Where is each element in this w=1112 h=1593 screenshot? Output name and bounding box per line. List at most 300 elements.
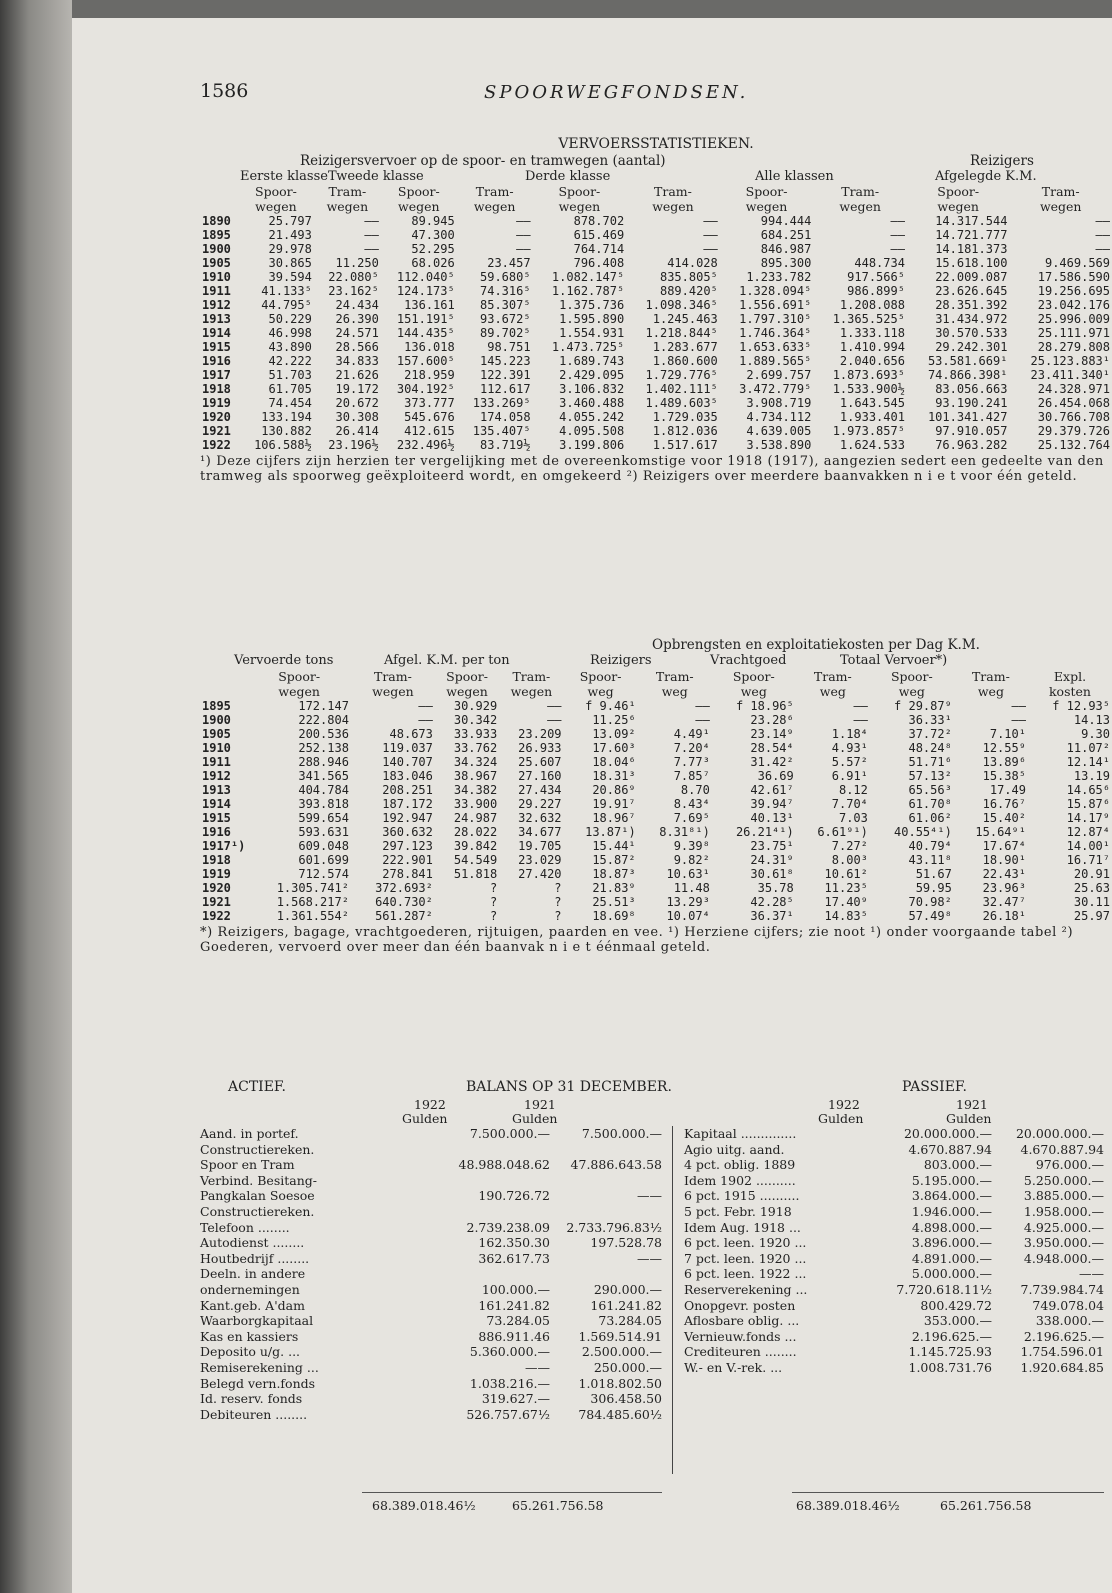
col-head-2-row	[200, 684, 1112, 699]
balance-value-1922: 162.350.30	[478, 1235, 550, 1251]
value-cell: 130.882	[261, 424, 312, 438]
table-row	[200, 881, 1112, 895]
col-head-2: wegen	[652, 199, 694, 214]
value-cell: ——	[890, 242, 905, 256]
total-passief-1921: 65.261.756.58	[940, 1498, 1032, 1513]
col-head-row	[200, 184, 1112, 199]
value-cell: 1.402.111⁵	[645, 382, 718, 396]
table-row	[200, 839, 1112, 853]
balance-row	[684, 1313, 1104, 1329]
value-cell: 22.43¹	[982, 867, 1026, 881]
value-cell: 1.568.217²	[276, 895, 349, 909]
value-cell: 28.279.808	[1037, 340, 1110, 354]
balance-value-1921: 1.958.000.—	[1023, 1203, 1104, 1219]
value-cell: 7.77³	[673, 755, 710, 769]
balance-row	[684, 1142, 1104, 1158]
value-cell: 615.469	[573, 228, 625, 242]
value-cell: 200.536	[298, 727, 349, 741]
value-cell: 7.27²	[831, 839, 868, 853]
value-cell: 25.97	[1073, 909, 1110, 923]
value-cell: 889.420⁵	[659, 284, 718, 298]
balance-row	[684, 1251, 1104, 1267]
value-cell: 252.138	[298, 741, 349, 755]
value-cell: 30.929	[453, 699, 498, 713]
value-cell: 640.730²	[375, 895, 433, 909]
value-cell: 27.160	[518, 769, 562, 783]
stats-subtitle-right: Reizigers	[970, 153, 1034, 169]
value-cell: 42.28⁵	[750, 895, 794, 909]
value-cell: 51.71⁶	[908, 755, 952, 769]
value-cell: 11.25⁶	[592, 713, 636, 727]
ops-table	[200, 669, 1112, 923]
stats-section	[200, 136, 1112, 484]
value-cell: 764.714	[573, 242, 625, 256]
balance-value-1921: 5.250.000.—	[1023, 1172, 1104, 1188]
balance-value-1921: 7.500.000.—	[581, 1126, 662, 1141]
value-cell: 593.631	[298, 825, 349, 839]
year-cell: 1914	[202, 326, 231, 340]
balance-row	[684, 1344, 1104, 1360]
year-cell: 1916	[202, 354, 231, 368]
value-cell: 11.23⁵	[824, 881, 868, 895]
balance-label: 5 pct. Febr. 1918	[684, 1203, 792, 1219]
value-cell: 26.18¹	[982, 909, 1026, 923]
col-head: Tram-	[1041, 184, 1080, 199]
value-cell: 288.946	[298, 755, 349, 769]
value-cell: 1.18⁴	[831, 727, 868, 741]
value-cell: 4.93¹	[831, 741, 868, 755]
actief-list	[200, 1126, 662, 1422]
value-cell: 3.538.890	[746, 438, 812, 452]
table-row	[200, 783, 1112, 797]
value-cell: 1.873.693⁵	[832, 368, 905, 382]
value-cell: 23.411.340¹	[1030, 368, 1110, 382]
value-cell: 68.026	[411, 256, 455, 270]
value-cell: 17.586.590	[1037, 270, 1110, 284]
col-head-2: wegen	[398, 199, 440, 214]
col-head-2: weg	[661, 684, 688, 699]
actief-title: ACTIEF.	[228, 1079, 286, 1095]
value-cell: 23.626.645	[935, 284, 1008, 298]
balance-row	[200, 1391, 662, 1407]
value-cell: 4.639.005	[746, 424, 812, 438]
group-label: Vervoerde tons	[234, 653, 334, 668]
year-cell: 1913	[202, 312, 231, 326]
value-cell: 33.900	[453, 797, 498, 811]
year-1921-right: 1921	[956, 1097, 988, 1112]
value-cell: 1.689.743	[559, 354, 625, 368]
value-cell: 17.60³	[592, 741, 636, 755]
balance-label: Onopgevr. posten	[684, 1297, 796, 1313]
value-cell: 3.472.779⁵	[739, 382, 812, 396]
value-cell: 83.056.663	[935, 382, 1008, 396]
value-cell: 25.607	[518, 755, 562, 769]
value-cell: ——	[547, 713, 562, 727]
year-cell: 1895	[202, 228, 231, 242]
balance-label: Kapitaal ..............	[684, 1126, 797, 1141]
value-cell: 37.72²	[908, 727, 952, 741]
balance-value-1922: 48.988.048.62	[458, 1157, 550, 1173]
table-row	[200, 354, 1112, 368]
value-cell: 145.223	[480, 354, 531, 368]
table-row	[200, 438, 1112, 452]
balance-value-1921: 3.885.000.—	[1023, 1188, 1104, 1204]
value-cell: 1.517.617	[652, 438, 718, 452]
value-cell: ?	[489, 881, 498, 895]
balance-row	[200, 1251, 662, 1267]
balance-label: Kant.geb. A'dam	[200, 1297, 305, 1313]
value-cell: 133.194	[261, 410, 312, 424]
value-cell: 57.13²	[908, 769, 952, 783]
value-cell: 20.86⁹	[592, 783, 636, 797]
balance-value-1921: 2.733.796.83½	[566, 1219, 662, 1235]
value-cell: 43.890	[268, 340, 312, 354]
year-cell: 1905	[202, 727, 231, 741]
col-head: Spoor-	[255, 184, 297, 199]
value-cell: 135.407⁵	[472, 424, 531, 438]
balance-value-1921: 1.018.802.50	[578, 1375, 662, 1391]
col-head: Spoor-	[579, 669, 622, 684]
value-cell: 1.533.900½	[832, 382, 905, 396]
value-cell: 31.42²	[750, 755, 794, 769]
value-cell: 31.434.972	[935, 312, 1008, 326]
ops-section	[200, 637, 1112, 955]
value-cell: 1.208.088	[839, 298, 905, 312]
balance-row	[200, 1235, 662, 1251]
value-cell: 14.13	[1073, 713, 1110, 727]
year-cell: 1900	[202, 242, 231, 256]
col-head-2: wegen	[372, 684, 414, 699]
balance-row	[200, 1282, 662, 1298]
value-cell: 42.61⁷	[750, 783, 794, 797]
balance-value-1921: 290.000.—	[593, 1281, 662, 1297]
balance-label: 4 pct. oblig. 1889	[684, 1157, 796, 1173]
balance-label: Idem Aug. 1918 ...	[684, 1219, 801, 1235]
balance-value-1921: 2.500.000.—	[581, 1344, 662, 1360]
value-cell: ——	[1095, 214, 1110, 228]
balance-value-1922: 3.864.000.—	[911, 1188, 992, 1204]
value-cell: ?	[554, 881, 562, 895]
value-cell: 414.028	[667, 256, 718, 270]
col-head: Tram-	[475, 184, 514, 199]
value-cell: 24.328.971	[1037, 382, 1110, 396]
value-cell: 1.933.401	[839, 410, 905, 424]
balance-value-1922: 4.891.000.—	[911, 1250, 992, 1266]
balance-divider	[672, 1126, 673, 1474]
value-cell: 232.496½	[396, 438, 455, 452]
value-cell: 51.703	[268, 368, 312, 382]
balance-label: Pangkalan Soesoe	[200, 1188, 315, 1204]
value-cell: 12.87⁴	[1066, 825, 1110, 839]
value-cell: 341.565	[298, 769, 349, 783]
value-cell: 23.28⁶	[750, 713, 794, 727]
balance-title: BALANS OP 31 DECEMBER.	[466, 1079, 672, 1095]
value-cell: 43.11⁸	[908, 853, 952, 867]
value-cell: 372.693²	[375, 881, 433, 895]
value-cell: 23.209	[518, 727, 562, 741]
balance-value-1922: 4.670.887.94	[908, 1141, 992, 1157]
book-spine	[0, 0, 72, 1593]
value-cell: 1.245.463	[652, 312, 718, 326]
value-cell: 30.570.533	[935, 326, 1008, 340]
year-cell: 1911	[202, 284, 231, 298]
group-label: Reizigers	[590, 653, 652, 668]
value-cell: 15.87⁶	[1066, 797, 1110, 811]
value-cell: ——	[703, 242, 718, 256]
value-cell: 1.797.310⁵	[739, 312, 812, 326]
year-cell: 1900	[202, 713, 231, 727]
table-row	[200, 396, 1112, 410]
balance-label: Deeln. in andere	[200, 1266, 306, 1282]
value-cell: 1.746.364⁵	[739, 326, 812, 340]
value-cell: 30.766.708	[1037, 410, 1110, 424]
value-cell: 28.566	[335, 340, 379, 354]
table-row	[200, 811, 1112, 825]
value-cell: 89.945	[411, 214, 455, 228]
value-cell: 39.94⁷	[750, 797, 794, 811]
balance-value-1921: 784.485.60½	[578, 1406, 662, 1422]
col-head-2: kosten	[1048, 684, 1091, 699]
value-cell: 34.382	[453, 783, 498, 797]
value-cell: 28.022	[453, 825, 498, 839]
unit-left-1: Gulden	[402, 1111, 448, 1126]
table-row	[200, 382, 1112, 396]
balance-label: Idem 1902 ..........	[684, 1172, 796, 1188]
value-cell: 40.55⁴¹)	[894, 825, 952, 839]
value-cell: 18.04⁶	[592, 755, 636, 769]
value-cell: 35.78	[757, 881, 794, 895]
value-cell: 1.333.118	[839, 326, 905, 340]
value-cell: f 29.87⁹	[894, 699, 952, 713]
value-cell: 74.866.398¹	[927, 368, 1008, 382]
table-row	[200, 242, 1112, 256]
balance-value-1922: 353.000.—	[923, 1313, 992, 1329]
col-head: Tram-	[841, 184, 880, 199]
value-cell: 144.435⁵	[396, 326, 455, 340]
value-cell: 23.162⁵	[328, 284, 379, 298]
value-cell: 30.61⁸	[750, 867, 794, 881]
value-cell: 85.307⁵	[480, 298, 531, 312]
year-cell: 1920	[202, 881, 231, 895]
balance-label: Kas en kassiers	[200, 1328, 299, 1344]
balance-value-1921: 976.000.—	[1035, 1157, 1104, 1173]
value-cell: 32.47⁷	[982, 895, 1026, 909]
balance-row	[200, 1173, 662, 1189]
balance-label: Aand. in portef.	[200, 1126, 299, 1141]
value-cell: 24.571	[335, 326, 379, 340]
year-cell: 1912	[202, 298, 231, 312]
value-cell: 1.365.525⁵	[832, 312, 905, 326]
balance-value-1921: 1.754.596.01	[1020, 1344, 1104, 1360]
year-cell: 1917¹)	[202, 839, 246, 853]
value-cell: 65.56³	[908, 783, 952, 797]
value-cell: ——	[703, 228, 718, 242]
passief-list	[684, 1126, 1104, 1376]
value-cell: 25.51³	[592, 895, 636, 909]
value-cell: 448.734	[854, 256, 905, 270]
table-row	[200, 797, 1112, 811]
value-cell: 30.865	[268, 256, 312, 270]
group-label: Totaal Vervoer*)	[840, 653, 948, 668]
balance-row	[684, 1282, 1104, 1298]
balance-value-1921: 1.920.684.85	[1020, 1359, 1104, 1375]
col-head-2: weg	[819, 684, 846, 699]
balance-label: Deposito u/g. ...	[200, 1344, 301, 1360]
value-cell: 1.653.633⁵	[739, 340, 812, 354]
balance-value-1922: 1.038.216.—	[469, 1375, 550, 1391]
value-cell: 133.269⁵	[472, 396, 531, 410]
page-number: 1586	[200, 80, 249, 102]
value-cell: f 18.96⁵	[735, 699, 794, 713]
balance-row	[200, 1220, 662, 1236]
value-cell: 74.454	[268, 396, 312, 410]
value-cell: 19.172	[335, 382, 379, 396]
value-cell: 23.457	[487, 256, 531, 270]
value-cell: 7.20⁴	[673, 741, 710, 755]
balance-value-1922: 800.429.72	[920, 1297, 992, 1313]
value-cell: 151.191⁵	[396, 312, 455, 326]
value-cell: 8.31⁸¹)	[659, 825, 710, 839]
balance-value-1921: 197.528.78	[590, 1235, 662, 1251]
col-head: Expl.	[1053, 669, 1087, 684]
value-cell: 8.43⁴	[673, 797, 710, 811]
balance-value-1922: 161.241.82	[478, 1297, 550, 1313]
value-cell: 1.889.565⁵	[739, 354, 812, 368]
value-cell: 15.87²	[592, 853, 636, 867]
year-cell: 1913	[202, 783, 231, 797]
table-row	[200, 825, 1112, 839]
value-cell: 25.111.971	[1037, 326, 1110, 340]
value-cell: 3.199.806	[559, 438, 625, 452]
col-head-row	[200, 669, 1112, 684]
value-cell: 12.55⁹	[982, 741, 1026, 755]
value-cell: ——	[1011, 713, 1026, 727]
col-head-2: wegen	[278, 684, 320, 699]
col-head-2-row	[200, 199, 1112, 214]
balance-value-1921: ——	[637, 1250, 662, 1266]
balance-value-1921: ——	[1079, 1266, 1104, 1282]
balance-value-1921: 7.739.984.74	[1020, 1281, 1104, 1297]
value-cell: 9.82²	[673, 853, 710, 867]
col-head-2: wegen	[745, 199, 788, 214]
col-head: Tram-	[971, 669, 1010, 684]
balance-value-1921: 47.886.643.58	[570, 1157, 662, 1173]
value-cell: 26.414	[335, 424, 379, 438]
value-cell: 19.705	[518, 839, 562, 853]
stats-footnote: ¹) Deze cijfers zijn herzien ter vergelijking met de overeenkomstige voor 1918 (1917), aangezien sedert een gedeelte van den tramweg als spoorweg geëxploiteerd wordt, en omgekeerd ²) Reizigers over meerdere baanvakken n i e t voor één geteld.	[200, 454, 1104, 484]
balance-row	[684, 1298, 1104, 1314]
value-cell: ——	[418, 713, 433, 727]
value-cell: ——	[418, 699, 433, 713]
value-cell: 404.784	[298, 783, 349, 797]
table-row	[200, 867, 1112, 881]
value-cell: 136.161	[404, 298, 455, 312]
value-cell: 11.48	[673, 881, 710, 895]
value-cell: 33.933	[453, 727, 498, 741]
balance-row	[200, 1298, 662, 1314]
balance-value-1921: 4.925.000.—	[1023, 1219, 1104, 1235]
total-rule-left	[362, 1492, 662, 1493]
col-head-2: wegen	[326, 199, 369, 214]
balance-label: W.- en V.-rek. ...	[684, 1359, 783, 1375]
value-cell: ——	[890, 214, 905, 228]
value-cell: 38.967	[453, 769, 498, 783]
value-cell: 14.317.544	[935, 214, 1008, 228]
col-head-2: weg	[898, 684, 925, 699]
balance-value-1921: 73.284.05	[598, 1313, 662, 1329]
table-row	[200, 853, 1112, 867]
value-cell: 18.87³	[592, 867, 636, 881]
balance-value-1921: 4.670.887.94	[1020, 1141, 1104, 1157]
value-cell: 10.63¹	[666, 867, 710, 881]
value-cell: 14.83⁵	[824, 909, 868, 923]
value-cell: 25.123.883¹	[1030, 354, 1110, 368]
balance-row	[200, 1360, 662, 1376]
balance-row	[200, 1188, 662, 1204]
table-row	[200, 228, 1112, 242]
col-head: Tram-	[512, 669, 551, 684]
value-cell: ?	[489, 909, 498, 923]
value-cell: 222.804	[298, 713, 349, 727]
balance-label: Vernieuw.fonds ...	[684, 1328, 797, 1344]
balance-value-1921: 749.078.04	[1032, 1297, 1104, 1313]
year-cell: 1921	[202, 424, 231, 438]
table-row	[200, 340, 1112, 354]
col-head-2: wegen	[510, 684, 553, 699]
year-1922-left: 1922	[414, 1097, 446, 1112]
value-cell: 14.17⁹	[1066, 811, 1110, 825]
value-cell: 112.617	[480, 382, 531, 396]
group-label: Vrachtgoed	[710, 653, 787, 668]
value-cell: 8.70	[680, 783, 710, 797]
value-cell: 101.341.427	[927, 410, 1008, 424]
book-page	[72, 18, 1112, 1593]
value-cell: ?	[554, 895, 562, 909]
balance-value-1922: 190.726.72	[478, 1188, 550, 1204]
year-cell: 1922	[202, 438, 231, 452]
value-cell: 13.29³	[666, 895, 710, 909]
balance-label: Verbind. Besitang-	[200, 1172, 317, 1188]
value-cell: 22.009.087	[935, 270, 1008, 284]
value-cell: ——	[364, 214, 379, 228]
value-cell: 26.454.068	[1037, 396, 1110, 410]
table-row	[200, 256, 1112, 270]
value-cell: 1.283.677	[652, 340, 718, 354]
value-cell: 26.933	[518, 741, 562, 755]
table-row	[200, 368, 1112, 382]
balance-label: Constructiereken.	[200, 1203, 315, 1219]
balance-value-1921: 4.948.000.—	[1023, 1250, 1104, 1266]
value-cell: 140.707	[382, 755, 433, 769]
year-cell: 1910	[202, 741, 231, 755]
balance-label: Spoor en Tram	[200, 1157, 295, 1173]
value-cell: 89.702⁵	[480, 326, 531, 340]
value-cell: 28.351.392	[935, 298, 1008, 312]
unit-left-2: Gulden	[512, 1111, 558, 1126]
value-cell: 24.987	[453, 811, 498, 825]
value-cell: 2.429.095	[559, 368, 625, 382]
value-cell: 98.751	[487, 340, 531, 354]
balance-label: ondernemingen	[200, 1281, 300, 1297]
value-cell: ——	[695, 713, 710, 727]
balance-value-1922: 1.946.000.—	[911, 1203, 992, 1219]
value-cell: 1.162.787⁵	[551, 284, 625, 298]
table-row	[200, 895, 1112, 909]
value-cell: 10.07⁴	[666, 909, 710, 923]
table-row	[200, 424, 1112, 438]
value-cell: 30.308	[335, 410, 379, 424]
col-head-2: wegen	[1039, 199, 1082, 214]
